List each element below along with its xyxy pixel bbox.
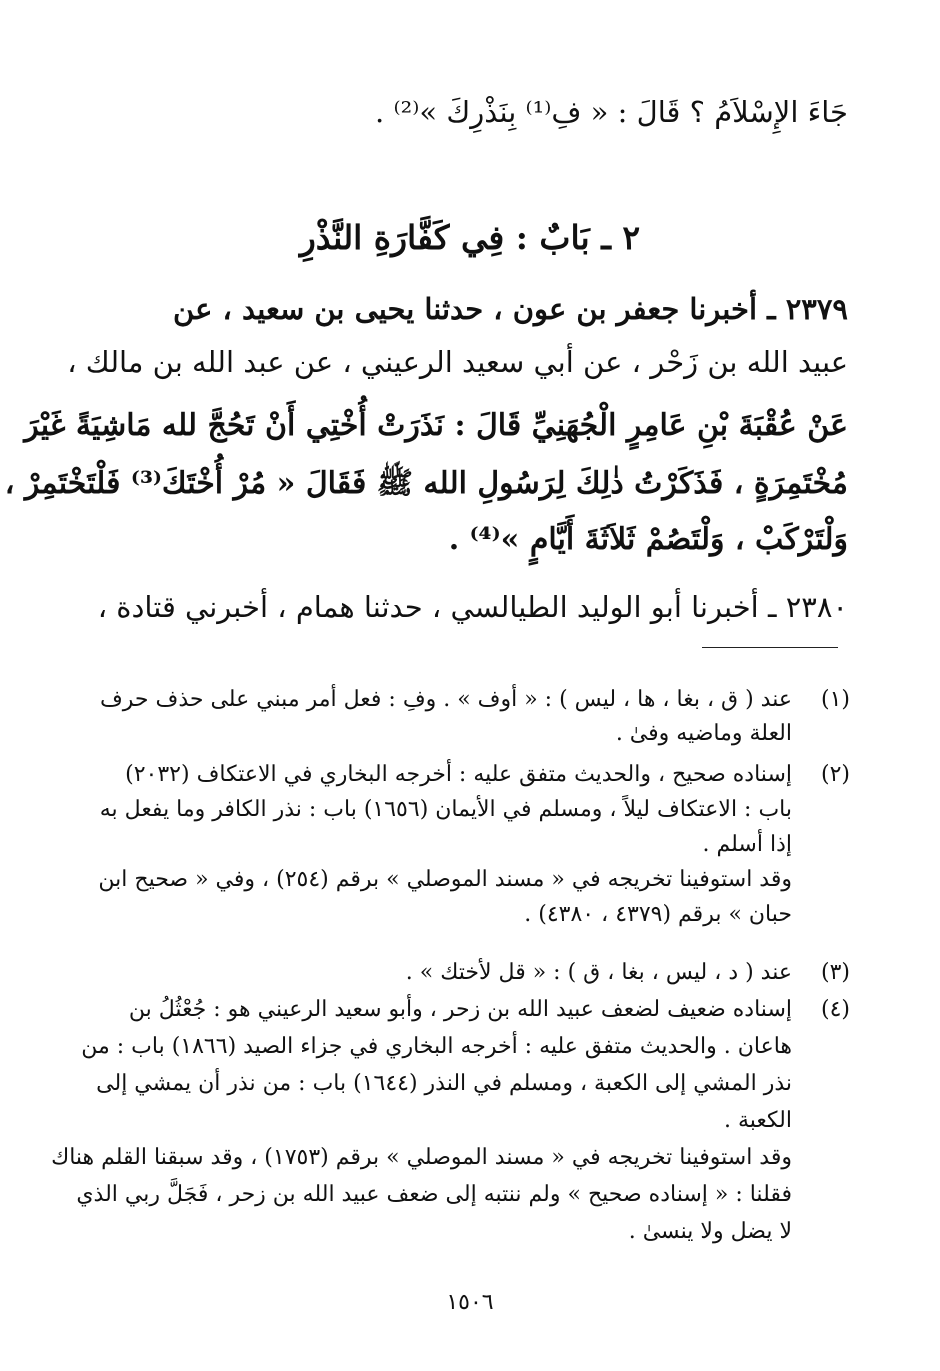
footnote-2: [74, 762, 850, 952]
footnote-1: [74, 687, 850, 757]
hadith-2379-matn-line-1: عَنْ عُقْبَةَ بْنِ عَامِرٍ الْجُهَنِيِّ قَالَ : نَذَرَتْ أُخْتِي أَنْ تَحُجَّ لله مَاشِيَةً غَيْرَ: [24, 408, 848, 443]
footnote-line: عند ( د ، ليس ، بغا ، ق ) : « قل لأختك » .: [405, 960, 792, 985]
footnote-line: لا يضل ولا ينسىٰ .: [628, 1219, 792, 1244]
footnote-line: وقد استوفينا تخريجه في « مسند الموصلي » برقم (٢٥٤) ، وفي « صحيح ابن: [98, 867, 792, 892]
footnote-line: إذا أسلم .: [702, 832, 792, 857]
footnote-text: [74, 762, 792, 937]
footnote-text: [74, 687, 792, 755]
footnote-number: (٣): [820, 960, 850, 985]
footnote-line: العلة وماضيه وفىٰ .: [615, 721, 792, 746]
footnote-line: نذر المشي إلى الكعبة ، ومسلم في النذر (١٦٤٤) باب : من نذر أن يمشي إلى: [96, 1071, 792, 1096]
footnote-line: إسناده صحيح ، والحديث متفق عليه : أخرجه البخاري في الاعتكاف (٢٠٣٢): [125, 762, 792, 787]
page-number: ١٥٠٦: [446, 1290, 494, 1315]
footnote-line: حبان » برقم (٤٣٧٩ ، ٤٣٨٠) .: [524, 902, 792, 927]
footnote-separator: [702, 647, 838, 648]
hadith-2379-isnad-line-1: ٢٣٧٩ ـ أخبرنا جعفر بن عون ، حدثنا يحيى بن سعيد ، عن: [173, 292, 848, 326]
footnote-text: [51, 997, 792, 1256]
footnote-text: [74, 960, 792, 995]
footnote-line: إسناده ضعيف لضعف عبيد الله بن زحر ، وأبو سعيد الرعيني هو : جُعْثُلُ بن: [128, 997, 792, 1022]
chapter-heading: ٢ ـ بَابٌ : فِي كَفَّارَةِ النَّذْرِ: [299, 218, 641, 257]
footnote-line: باب : الاعتكاف ليلاً ، ومسلم في الأيمان (١٦٥٦) باب : نذر الكافر وما يفعل به: [99, 797, 792, 822]
hadith-2379-matn-line-3: وَلْتَرْكَبْ ، وَلْتَصُمْ ثَلاَثَةَ أَيَّامٍ »⁽⁴⁾ .: [448, 522, 848, 557]
footnote-number: (٤): [820, 997, 850, 1022]
footnote-line: وقد استوفينا تخريجه في « مسند الموصلي » برقم (١٧٥٣) ، وقد سبقنا القلم هناك: [51, 1145, 792, 1170]
hadith-2379-isnad-line-2: عبيد الله بن زَحْر ، عن أبي سعيد الرعيني ، عن عبد الله بن مالك ،: [67, 345, 848, 379]
continuation-line: جَاءَ الإِسْلاَمُ ؟ قَالَ : « فِ⁽¹⁾ بِنَذْرِكَ »⁽²⁾ .: [375, 95, 848, 129]
footnote-line: الكعبة .: [724, 1108, 792, 1133]
footnote-4: [51, 997, 850, 1277]
footnote-3: [74, 960, 850, 996]
footnote-line: هاعان . والحديث متفق عليه : أخرجه البخاري في جزاء الصيد (١٨٦٦) باب : من: [81, 1034, 792, 1059]
footnote-line: عند ( ق ، بغا ، ها ، ليس ) : « أوف » . وفِ : فعل أمر مبني على حذف حرف: [99, 687, 792, 712]
hadith-2380-line-1: ٢٣٨٠ ـ أخبرنا أبو الوليد الطيالسي ، حدثنا همام ، أخبرني قتادة ،: [97, 590, 848, 624]
footnote-number: (١): [820, 687, 850, 712]
hadith-2379-matn-line-2: مُخْتَمِرَةٍ ، فَذَكَرْتُ ذٰلِكَ لِرَسُولِ الله ﷺ فَقَالَ « مُرْ أُخْتَكَ⁽³⁾ فَلْتَخْتَمِرْ ،: [4, 466, 848, 501]
footnote-number: (٢): [820, 762, 850, 787]
footnote-line: فقلنا : « إسناده صحيح » ولم ننتبه إلى ضعف عبيد الله بن زحر ، فَجَلَّ ربي الذي: [76, 1182, 792, 1207]
